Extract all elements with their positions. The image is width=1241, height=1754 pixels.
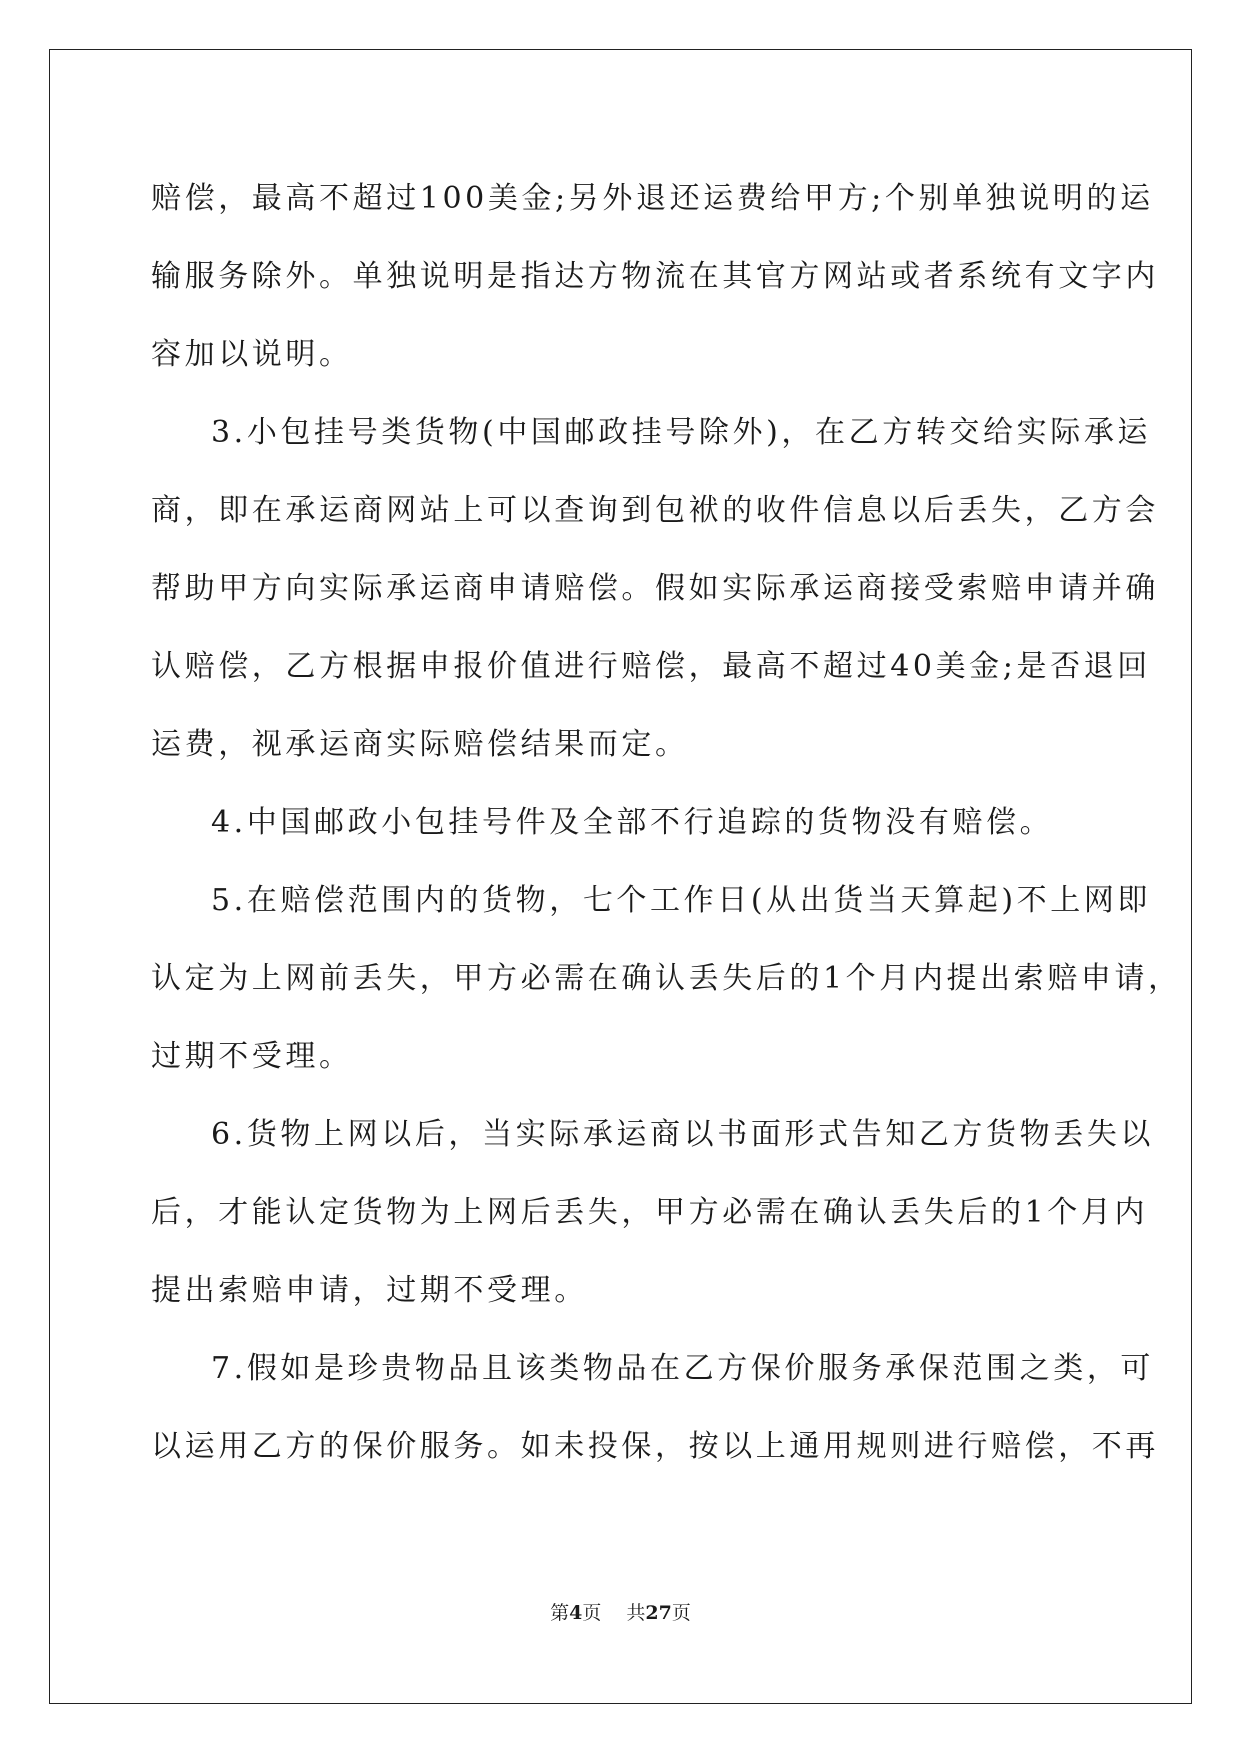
text-line: 以运用乙方的保价服务。如未投保，按以上通用规则进行赔偿，不再 xyxy=(151,1429,1159,1464)
text-line: 赔偿，最高不超过100美金;另外退还运费给甲方;个别单独说明的运 xyxy=(151,181,1154,216)
text-line: 4.中国邮政小包挂号件及全部不行追踪的货物没有赔偿。 xyxy=(211,805,1054,840)
text-line: 输服务除外。单独说明是指达方物流在其官方网站或者系统有文字内 xyxy=(151,259,1159,294)
text-line: 运费，视承运商实际赔偿结果而定。 xyxy=(151,727,689,762)
footer-page-suffix: 页 xyxy=(582,1602,602,1624)
total-page-count: 27 xyxy=(645,1602,672,1624)
text-line: 3.小包挂号类货物(中国邮政挂号除外)，在乙方转交给实际承运 xyxy=(211,415,1152,450)
text-line: 认定为上网前丢失，甲方必需在确认丢失后的1个月内提出索赔申请， xyxy=(151,961,1182,996)
page-footer xyxy=(0,1598,1241,1625)
text-line: 提出索赔申请，过期不受理。 xyxy=(151,1273,588,1308)
document-body xyxy=(151,160,1182,1486)
text-line: 6.货物上网以后，当实际承运商以书面形式告知乙方货物丢失以 xyxy=(211,1117,1155,1152)
footer-total-prefix: 共 xyxy=(626,1602,646,1624)
text-line: 商，即在承运商网站上可以查询到包袱的收件信息以后丢失，乙方会 xyxy=(151,493,1159,528)
text-line: 帮助甲方向实际承运商申请赔偿。假如实际承运商接受索赔申请并确 xyxy=(151,571,1159,606)
text-line: 5.在赔偿范围内的货物，七个工作日(从出货当天算起)不上网即 xyxy=(211,883,1152,918)
text-line: 过期不受理。 xyxy=(151,1039,353,1074)
current-page-number: 4 xyxy=(569,1602,583,1624)
text-line: 后，才能认定货物为上网后丢失，甲方必需在确认丢失后的1个月内 xyxy=(151,1195,1149,1230)
text-line: 认赔偿，乙方根据申报价值进行赔偿，最高不超过40美金;是否退回 xyxy=(151,649,1151,684)
text-line: 容加以说明。 xyxy=(151,337,353,372)
footer-prefix: 第 xyxy=(550,1602,570,1624)
footer-total-suffix: 页 xyxy=(671,1602,691,1624)
text-line: 7.假如是珍贵物品且该类物品在乙方保价服务承保范围之类，可 xyxy=(211,1351,1155,1386)
